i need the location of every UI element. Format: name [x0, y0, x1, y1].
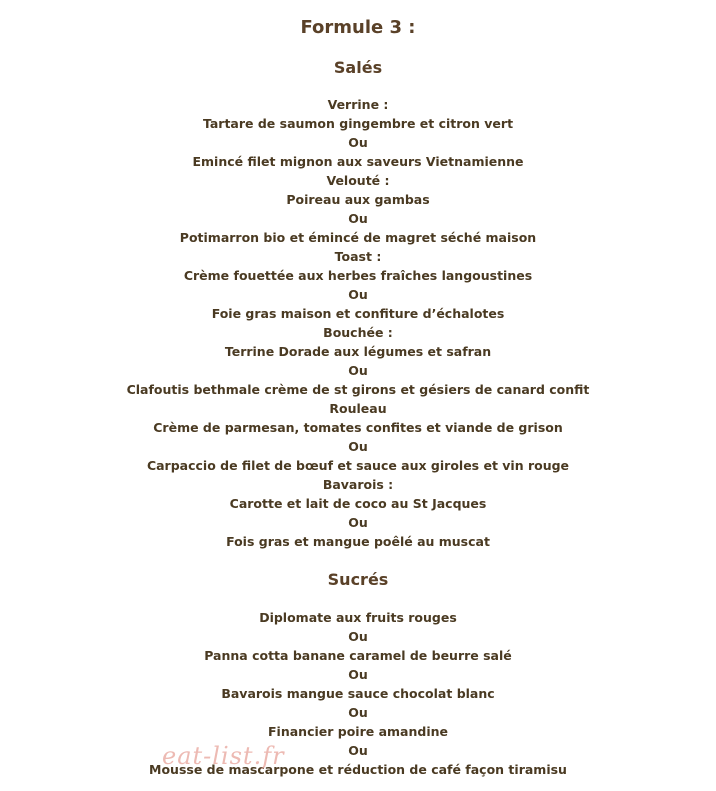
menu-line: Ou	[348, 629, 368, 644]
menu-line: Emincé filet mignon aux saveurs Vietnamienne	[192, 154, 524, 169]
menu-line: Ou	[348, 287, 368, 302]
menu-line: Ou	[348, 135, 368, 150]
menu-line: Mousse de mascarpone et réduction de café façon tiramisu	[149, 762, 567, 777]
menu-line: Carotte et lait de coco au St Jacques	[229, 496, 487, 511]
menu-line: Panna cotta banane caramel de beurre salé	[204, 648, 512, 663]
menu-line: Crème fouettée aux herbes fraîches langoustines	[183, 268, 533, 283]
menu-line: Ou	[348, 211, 368, 226]
section-heading-sucres: Sucrés	[327, 570, 389, 589]
menu-line: Bavarois mangue sauce chocolat blanc	[221, 686, 495, 701]
menu-line: Ou	[348, 743, 368, 758]
menu-line: Clafoutis bethmale crème de st girons et gésiers de canard confit	[126, 382, 590, 397]
menu-line: Poireau aux gambas	[286, 192, 430, 207]
menu-line: Ou	[348, 515, 368, 530]
menu-line: Rouleau	[329, 401, 387, 416]
section-heading-sales: Salés	[333, 58, 383, 77]
menu-line: Verrine :	[327, 97, 389, 112]
menu-line: Crème de parmesan, tomates confites et viande de grison	[153, 420, 563, 435]
menu-line: Potimarron bio et émincé de magret séché maison	[179, 230, 537, 245]
menu-line: Diplomate aux fruits rouges	[259, 610, 457, 625]
menu-line: Bouchée :	[323, 325, 393, 340]
watermark: eat-list.fr	[162, 742, 285, 770]
menu-line: Ou	[348, 667, 368, 682]
menu-line: Ou	[348, 705, 368, 720]
menu-line: Ou	[348, 439, 368, 454]
menu-line: Velouté :	[326, 173, 390, 188]
menu-line: Bavarois :	[322, 477, 394, 492]
menu-line: Toast :	[334, 249, 382, 264]
menu-line: Foie gras maison et confiture d’échalotes	[211, 306, 505, 321]
menu-title: Formule 3 :	[300, 17, 416, 38]
menu-line: Fois gras et mangue poêlé au muscat	[226, 534, 490, 549]
menu-line: Tartare de saumon gingembre et citron vert	[202, 116, 514, 131]
menu-line: Financier poire amandine	[268, 724, 448, 739]
menu-line: Ou	[348, 363, 368, 378]
menu-line: Carpaccio de filet de bœuf et sauce aux giroles et vin rouge	[146, 458, 570, 473]
menu-line: Terrine Dorade aux légumes et safran	[224, 344, 492, 359]
